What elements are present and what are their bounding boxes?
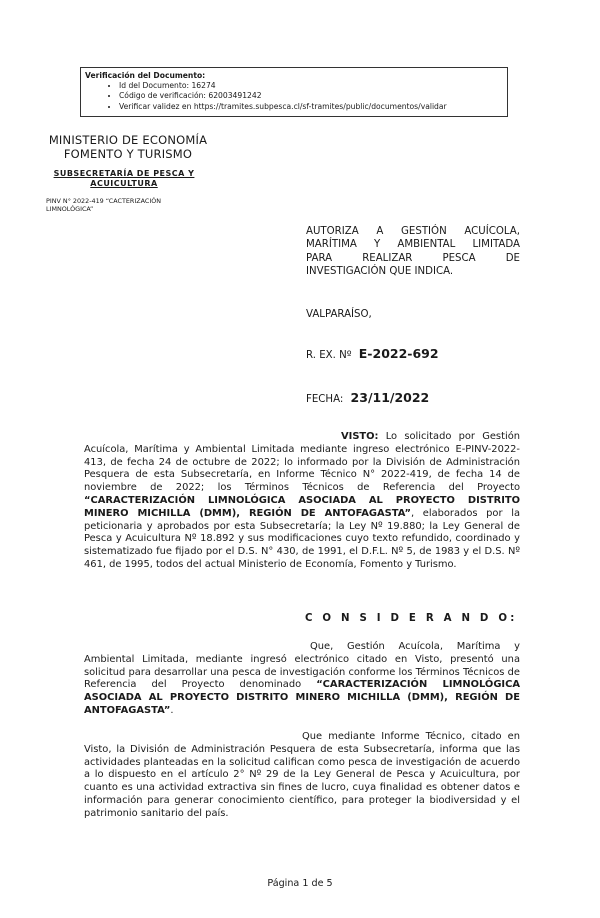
verification-code: • Código de verificación: 62003491242 bbox=[119, 91, 503, 101]
subsecretaria-line-2: ACUICULTURA bbox=[90, 179, 158, 188]
verification-box bbox=[80, 67, 508, 117]
visto-heading: VISTO: bbox=[341, 431, 379, 442]
verification-title: Verificación del Documento: bbox=[85, 71, 206, 80]
city: VALPARAÍSO, bbox=[306, 309, 372, 320]
considerando-paragraph-2 bbox=[84, 731, 520, 821]
resolution-value: E-2022-692 bbox=[358, 346, 439, 361]
resolution-date bbox=[306, 390, 429, 405]
considerando-paragraph-1 bbox=[84, 641, 520, 718]
ministry-line-1: MINISTERIO DE ECONOMÍA bbox=[48, 133, 208, 147]
ministry-line-2: FOMENTO Y TURISMO bbox=[63, 146, 193, 161]
subsecretaria-name bbox=[38, 169, 210, 189]
resolution-summary bbox=[306, 225, 520, 278]
visto-paragraph bbox=[84, 431, 520, 572]
subsecretaria-line-1: SUBSECRETARÍA DE PESCA Y bbox=[53, 169, 195, 178]
considerando-p1-text-a: Que, Gestión Acuícola, Marítima y Ambiental Limitada, mediante ingresó electrónico citado en Visto, presentó una solicitud para desarrollar una pesca de investigación conforme los Términos Técnicos de Referencia del Proyecto denominado bbox=[84, 641, 520, 691]
summary-line-4: INVESTIGACIÓN QUE INDICA. bbox=[306, 265, 454, 277]
resolution-label: R. EX. Nº bbox=[306, 350, 352, 361]
verification-doc-id: • Id del Documento: 16274 bbox=[119, 81, 503, 91]
considerando-heading: C O N S I D E R A N D O: bbox=[305, 613, 518, 624]
summary-line-1: AUTORIZA A GESTIÓN ACUÍCOLA, bbox=[306, 226, 520, 237]
considerando-p1-text-b: . bbox=[170, 704, 174, 716]
considerando-p2-text: Que mediante Informe Técnico, citado en Visto, la División de Administración Pesquera de esta Subsecretaría, informa que las actividades planteadas en la solicitud califican como pesca de investigación de acuerdo a lo dispuesto en el artículo 2° Nº 29 de la Ley General de Pesca y Acuicultura, por cuanto es una actividad extractiva sin fines de lucro, cuya finalidad es obtener datos e información para generar conocimiento científico, para proteger la biodiversidad y el patrimonio sanitario del país. bbox=[84, 731, 520, 819]
page-number: Página 1 de 5 bbox=[267, 878, 333, 889]
visto-text-a: Lo solicitado por Gestión Acuícola, Marítima y Ambiental Limitada mediante ingreso electrónico E-PINV-2022-413, de fecha 24 de octubre de 2022; lo informado por la División de Administración Pesquera de esta Subsecretaría, en Informe Técnico N° 2022-419, de fecha 14 de noviembre de 2022; los Términos Técnicos de Referencia del Proyecto bbox=[84, 431, 520, 494]
summary-line-3: PARA REALIZAR PESCA DE bbox=[306, 252, 520, 264]
summary-line-2: MARÍTIMA Y AMBIENTAL LIMITADA bbox=[306, 239, 520, 251]
pinv-reference bbox=[46, 197, 236, 214]
date-label: FECHA: bbox=[306, 394, 344, 405]
ministry-name bbox=[22, 134, 234, 161]
visto-text-b: , elaborados por la peticionaria y aprobados por esta Subsecretaría; la Ley Nº 19.880; la Ley General de Pesca y Acuicultura Nº 18.892 y sus modificaciones cuyo texto refundido, coordinado y sistematizado fue fijado por el D.S. N° 430, de 1991, el D.F.L. Nº 5, de 1983 y el D.S. Nº 461, de 1995, todos del actual Ministerio de Economía, Fomento y Turismo. bbox=[84, 507, 520, 570]
verification-url[interactable]: • Verificar validez en https://tramites.subpesca.cl/sf-tramites/public/documentos/validar bbox=[119, 102, 503, 112]
pinv-line-1: PINV N° 2022-419 “CACTERIZACIÓN bbox=[46, 197, 162, 205]
date-value: 23/11/2022 bbox=[350, 390, 430, 405]
visto-project: “CARACTERIZACIÓN LIMNOLÓGICA ASOCIADA AL PROYECTO DISTRITO MINERO MICHILLA (DMM), REGIÓN DE ANTOFAGASTA” bbox=[84, 494, 520, 519]
pinv-line-2: LIMNOLÓGICA” bbox=[46, 205, 94, 214]
verification-list bbox=[85, 81, 503, 112]
resolution-number bbox=[306, 346, 439, 361]
considerando-p1-project: “CARACTERIZACIÓN LIMNOLÓGICA ASOCIADA AL PROYECTO DISTRITO MINERO MICHILLA (DMM), REGIÓN DE ANTOFAGASTA” bbox=[84, 679, 520, 716]
